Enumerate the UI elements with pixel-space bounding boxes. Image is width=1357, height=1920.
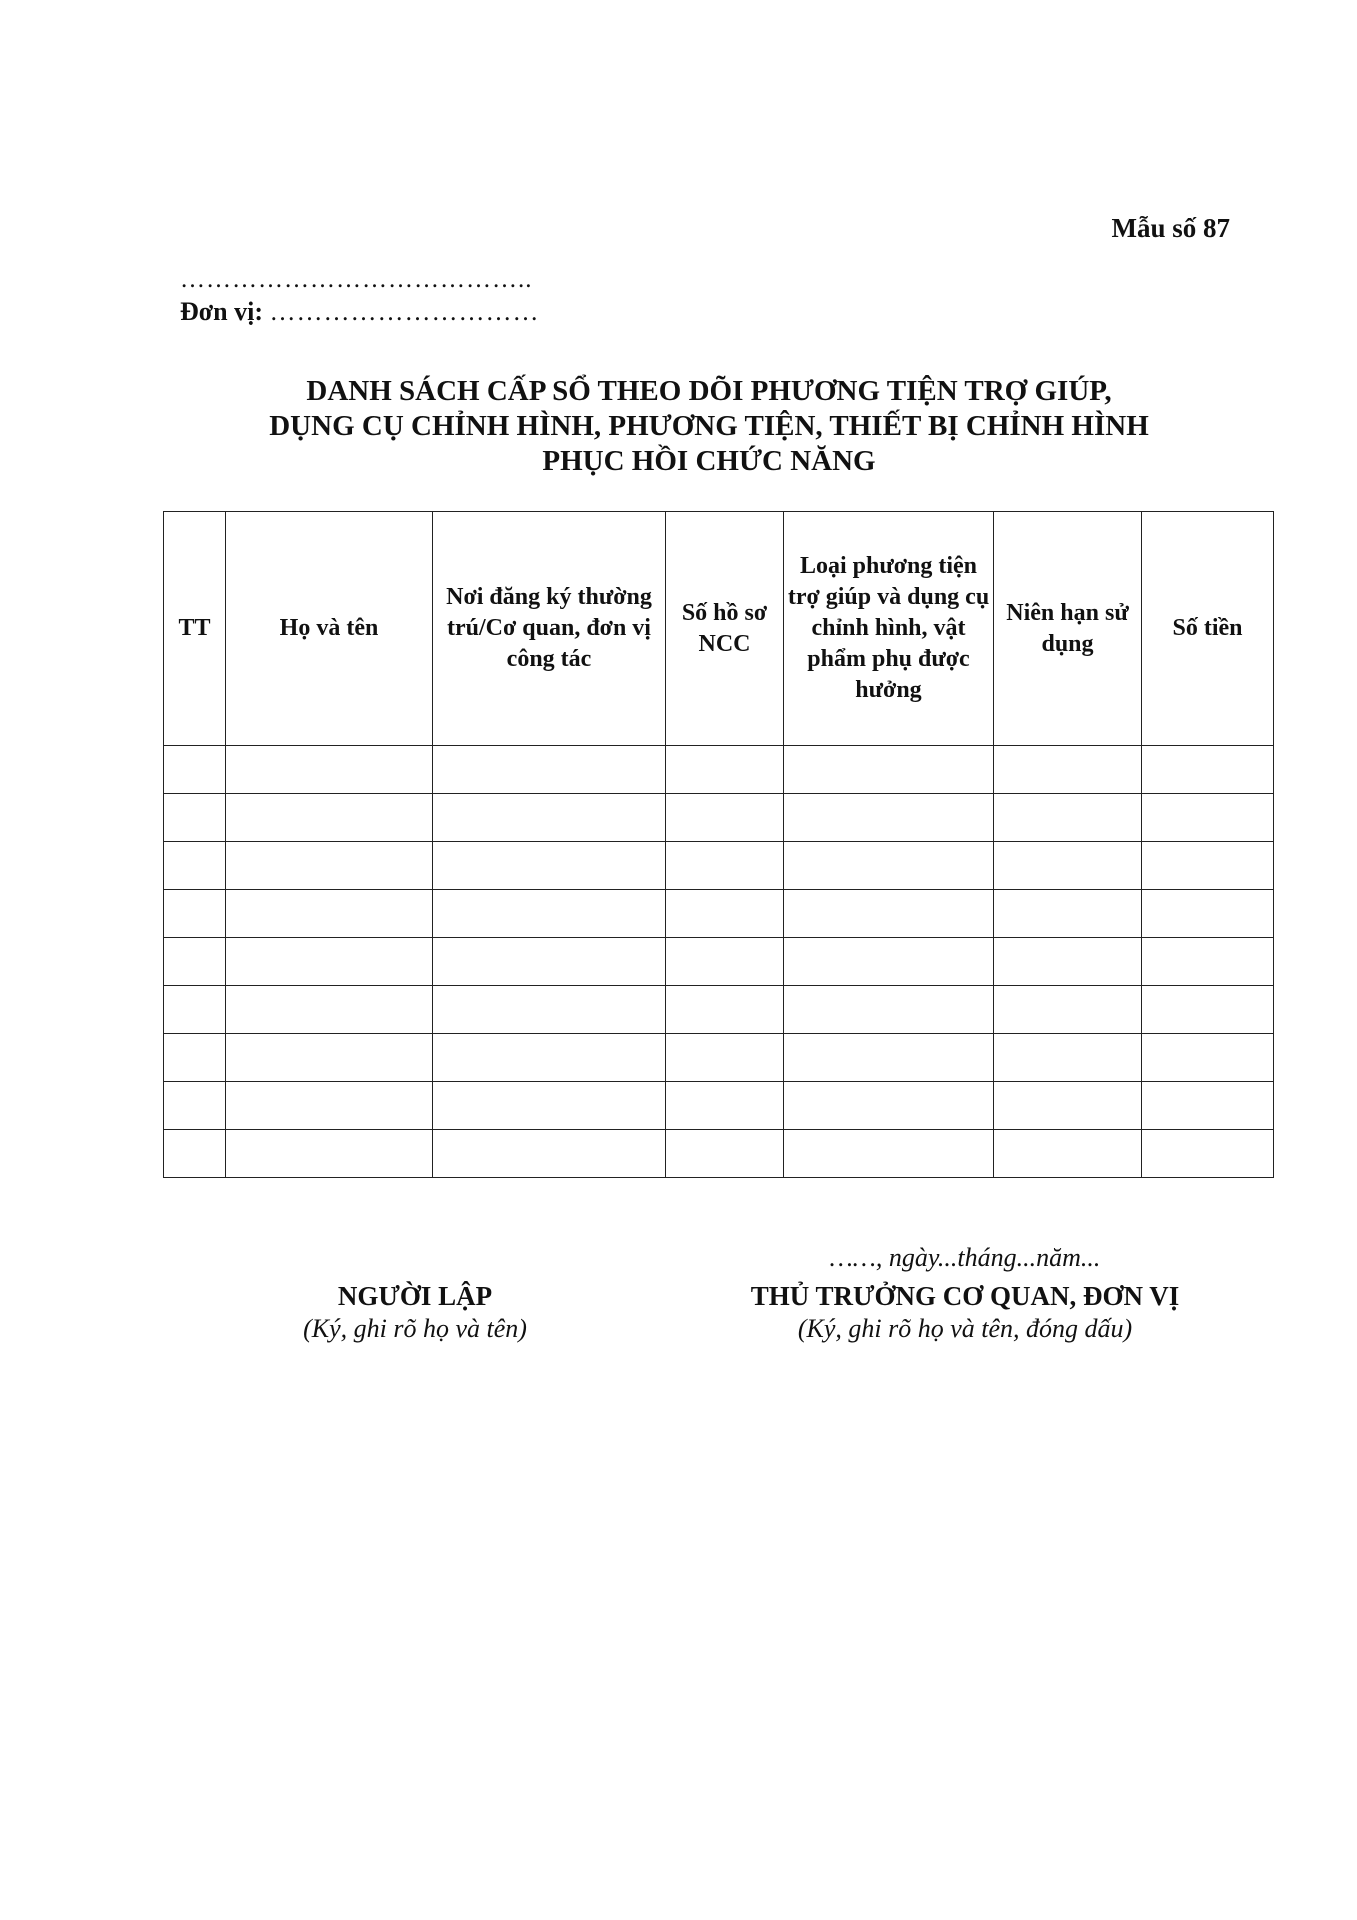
table-cell bbox=[433, 746, 666, 794]
table-cell bbox=[164, 794, 226, 842]
column-header-full-name: Họ và tên bbox=[226, 512, 433, 746]
table-cell bbox=[164, 1034, 226, 1082]
table-cell bbox=[164, 986, 226, 1034]
table-cell bbox=[666, 842, 784, 890]
table-cell bbox=[666, 794, 784, 842]
table-cell bbox=[994, 986, 1142, 1034]
table-cell bbox=[784, 986, 994, 1034]
table-cell bbox=[433, 1130, 666, 1178]
table-cell bbox=[994, 794, 1142, 842]
table-cell bbox=[164, 1130, 226, 1178]
table-cell bbox=[226, 986, 433, 1034]
table-cell bbox=[994, 1130, 1142, 1178]
preparer-title: NGƯỜI LẬP bbox=[337, 1281, 493, 1311]
table-cell bbox=[994, 746, 1142, 794]
title-line-3: PHỤC HỒI CHỨC NĂNG bbox=[542, 445, 876, 477]
table-cell bbox=[784, 746, 994, 794]
table-cell bbox=[226, 1034, 433, 1082]
table-cell bbox=[666, 890, 784, 938]
table-cell bbox=[1142, 1034, 1274, 1082]
table-row bbox=[164, 1082, 1274, 1130]
table-cell bbox=[784, 938, 994, 986]
table-cell bbox=[226, 890, 433, 938]
head-signature-block bbox=[630, 1279, 1300, 1345]
table-row bbox=[164, 890, 1274, 938]
table-cell bbox=[226, 938, 433, 986]
table-row bbox=[164, 986, 1274, 1034]
table-cell bbox=[784, 842, 994, 890]
table-cell bbox=[994, 842, 1142, 890]
signature-date-line: ……, ngày...tháng...năm... bbox=[829, 1243, 1101, 1272]
title-line-1: DANH SÁCH CẤP SỔ THEO DÕI PHƯƠNG TIỆN TRỢ GIÚP, bbox=[306, 375, 1112, 407]
head-title: THỦ TRƯỞNG CƠ QUAN, ĐƠN VỊ bbox=[750, 1281, 1180, 1311]
table-header-row bbox=[164, 512, 1274, 746]
table-cell bbox=[994, 938, 1142, 986]
table-cell bbox=[994, 1082, 1142, 1130]
table-row bbox=[164, 1130, 1274, 1178]
head-note: (Ký, ghi rõ họ và tên, đóng dấu) bbox=[797, 1314, 1133, 1343]
table-cell bbox=[164, 890, 226, 938]
table-cell bbox=[666, 938, 784, 986]
registry-table bbox=[163, 511, 1274, 1178]
table-cell bbox=[433, 794, 666, 842]
column-header-amount: Số tiền bbox=[1142, 512, 1274, 746]
table-cell bbox=[433, 986, 666, 1034]
table-cell bbox=[433, 890, 666, 938]
table-cell bbox=[666, 986, 784, 1034]
table-cell bbox=[1142, 746, 1274, 794]
column-header-equipment-type: Loại phương tiện trợ giúp và dụng cụ chỉnh hình, vật phẩm phụ được hưởng bbox=[784, 512, 994, 746]
table-cell bbox=[1142, 794, 1274, 842]
preparer-signature-block bbox=[210, 1279, 620, 1345]
column-header-usage-period: Niên hạn sử dụng bbox=[994, 512, 1142, 746]
table-row bbox=[164, 1034, 1274, 1082]
unit-placeholder: ………………………… bbox=[269, 297, 540, 326]
table-cell bbox=[666, 1082, 784, 1130]
table-body bbox=[164, 746, 1274, 1178]
unit-line bbox=[180, 297, 540, 327]
table-cell bbox=[433, 1034, 666, 1082]
table-row bbox=[164, 938, 1274, 986]
table-cell bbox=[1142, 842, 1274, 890]
table-cell bbox=[666, 1034, 784, 1082]
table-cell bbox=[666, 1130, 784, 1178]
table-cell bbox=[164, 938, 226, 986]
agency-placeholder: ………………………………….. bbox=[180, 266, 533, 293]
table-cell bbox=[784, 794, 994, 842]
column-header-file-number: Số hồ sơ NCC bbox=[666, 512, 784, 746]
table-cell bbox=[226, 1082, 433, 1130]
form-number: Mẫu số 87 bbox=[1111, 213, 1230, 243]
table-cell bbox=[226, 746, 433, 794]
table-cell bbox=[164, 746, 226, 794]
table-row bbox=[164, 794, 1274, 842]
signature-section bbox=[0, 1243, 1357, 1363]
column-header-tt: TT bbox=[164, 512, 226, 746]
table-cell bbox=[784, 1130, 994, 1178]
table-cell bbox=[433, 1082, 666, 1130]
title-line-2: DỤNG CỤ CHỈNH HÌNH, PHƯƠNG TIỆN, THIẾT BỊ CHỈNH HÌNH bbox=[269, 410, 1149, 442]
table-cell bbox=[784, 1082, 994, 1130]
table-cell bbox=[784, 890, 994, 938]
table-cell bbox=[1142, 986, 1274, 1034]
table-cell bbox=[164, 1082, 226, 1130]
table-cell bbox=[784, 1034, 994, 1082]
table-cell bbox=[666, 746, 784, 794]
table-cell bbox=[226, 842, 433, 890]
preparer-note: (Ký, ghi rõ họ và tên) bbox=[303, 1314, 527, 1343]
table-cell bbox=[226, 1130, 433, 1178]
table-cell bbox=[1142, 1130, 1274, 1178]
table-cell bbox=[1142, 890, 1274, 938]
table-cell bbox=[1142, 1082, 1274, 1130]
table-row bbox=[164, 842, 1274, 890]
table-cell bbox=[1142, 938, 1274, 986]
column-header-residence: Nơi đăng ký thường trú/Cơ quan, đơn vị công tác bbox=[433, 512, 666, 746]
table-cell bbox=[226, 794, 433, 842]
table-cell bbox=[433, 938, 666, 986]
table-cell bbox=[433, 842, 666, 890]
unit-label: Đơn vị: bbox=[180, 297, 264, 326]
document-title bbox=[120, 374, 1298, 479]
table-cell bbox=[994, 890, 1142, 938]
table-cell bbox=[994, 1034, 1142, 1082]
table-cell bbox=[164, 842, 226, 890]
table-row bbox=[164, 746, 1274, 794]
